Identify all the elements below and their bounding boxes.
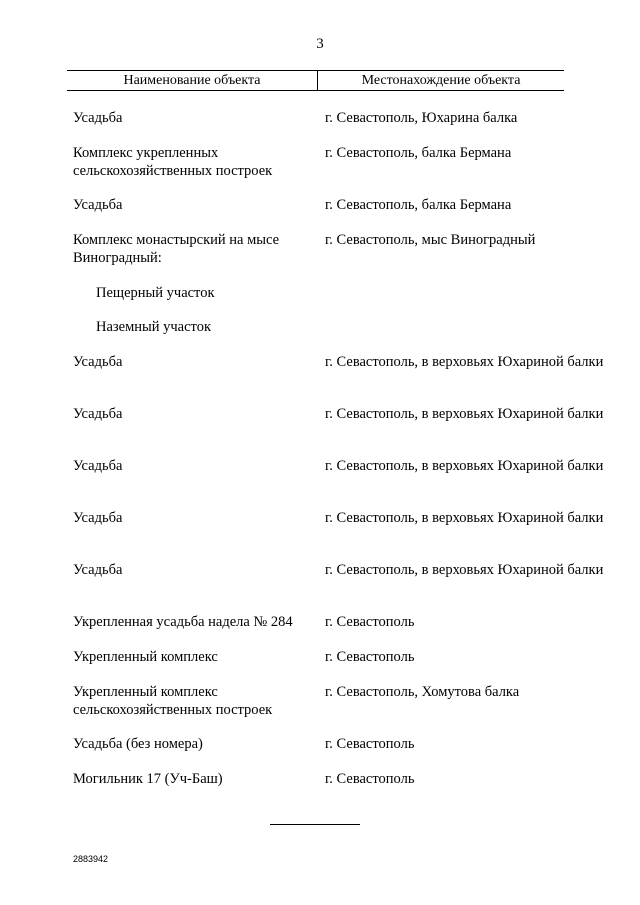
object-name: Пещерный участок (96, 285, 215, 301)
header-name: Наименование объекта (123, 73, 261, 88)
object-name: Комплекс укрепленных сельскохозяйственных построек (73, 145, 273, 179)
object-name: Усадьба (без номера) (73, 736, 203, 752)
object-location: г. Севастополь (325, 736, 415, 752)
object-location: г. Севастополь, в верховьях Юхариной балки (325, 562, 604, 578)
object-location: г. Севастополь, в верховьях Юхариной балки (325, 406, 604, 422)
object-name: Усадьба (73, 110, 123, 126)
object-location: г. Севастополь, Юхарина балка (325, 110, 518, 126)
object-location: г. Севастополь (325, 771, 415, 787)
object-name: Укрепленный комплекс сельскохозяйственных построек (73, 684, 273, 718)
object-name: Укрепленная усадьба надела № 284 (73, 614, 293, 630)
object-name: Усадьба (73, 197, 123, 213)
header-location: Местонахождение объекта (361, 73, 521, 88)
object-location: г. Севастополь (325, 649, 415, 665)
document-id: 2883942 (73, 854, 109, 864)
object-name: Комплекс монастырский на мысе Виноградный: (73, 232, 280, 266)
object-name: Наземный участок (96, 319, 211, 335)
page-number: 3 (316, 36, 324, 52)
object-name: Могильник 17 (Уч-Баш) (73, 771, 223, 787)
object-name: Усадьба (73, 354, 123, 370)
table-header-bottom-rule (67, 90, 564, 91)
object-location: г. Севастополь, в верховьях Юхариной балки (325, 510, 604, 526)
object-location: г. Севастополь (325, 614, 415, 630)
table-header-top-rule (67, 70, 564, 71)
object-name: Усадьба (73, 510, 123, 526)
object-location: г. Севастополь, в верховьях Юхариной балки (325, 458, 604, 474)
object-location: г. Севастополь, в верховьях Юхариной балки (325, 354, 604, 370)
object-name: Усадьба (73, 458, 123, 474)
end-rule (270, 824, 360, 825)
object-name: Усадьба (73, 406, 123, 422)
object-name: Усадьба (73, 562, 123, 578)
object-name: Укрепленный комплекс (73, 649, 218, 665)
object-location: г. Севастополь, балка Бермана (325, 145, 512, 161)
object-location: г. Севастополь, мыс Виноградный (325, 232, 536, 248)
object-location: г. Севастополь, Хомутова балка (325, 684, 520, 700)
object-location: г. Севастополь, балка Бермана (325, 197, 512, 213)
